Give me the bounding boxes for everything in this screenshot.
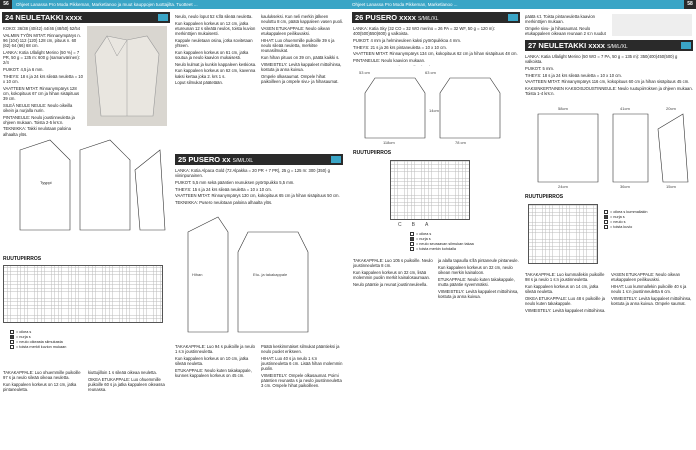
pattern-26-chart-title: RUUTUPIIRROS — [353, 150, 392, 156]
pattern-27-info: LANKA: Katia Ullalight Merino (50 WO = 7 PA, 50 g = 135 m): 350(400)450(500) g valkoista. PUIKOT: 5 mm. TIHEYS: 18 s ja 24 krs sileää neuletta = 10 x 10 cm. VAATTEEN MITAT: Rinnanympärys 116 cm, kokopituus 60 cm ja hihan sisäpituus 45 cm. KAKSINKERTAINEN KAKSOISJOUSTINNEULE: Neulo ruutupiirroksen ja ohjeen mukaan. Toista 1-4 krs:n. — [525, 54, 693, 97]
pattern-27-tag — [681, 42, 691, 49]
cardigan-sketch — [87, 26, 167, 126]
top-bar-left-text: Ohjeet Lanassa Pro Moda Pikkeman, Marketlanoo ja muut kauppojen tuottajilta. Tuotteet ... — [16, 2, 198, 7]
page-number-left: 56 — [0, 0, 12, 9]
pattern-26-schematic: 53 cm 63 cm 118cm 14cm 78 cm — [355, 68, 520, 148]
pattern-24-bottom-col1: TAKAKAPPALE: Luo ohuemmille puikoille 97 s ja neulo sileää oikeaa neuletta. Kun kappaleen korkeus on 12 cm, jatka pintaneuletta. — [3, 370, 81, 393]
pattern-26-photo-strip — [612, 14, 692, 36]
pattern-26-title: 26 PUSERO xxxx — [355, 13, 416, 22]
pattern-26-chart — [390, 160, 470, 220]
pattern-25-bottom-col2: Päätä keskimmäiset silmukat pääntieksi ja neulo puolet erikseen. HIHAT: Luo 40 s ja neulo 1 s:n joustinneuletta 6 cm. Lisää hihan molemmin puolin. VIIMEISTELY: Ompele olkasaumat. Poimi pääntien reunasta s ja neulo joustinneuletta 3 cm. Ompele hihat paikoilleen. — [261, 344, 343, 389]
pattern-27-legend: = oikea s kummallakin = nurja s = neulo s = toista kuvio — [604, 210, 694, 230]
pattern-24-chart — [3, 265, 163, 323]
top-bar-right-text: Ohjeet Lanassa Pro Moda Pikkeman, Marketlanoo ... — [352, 2, 458, 7]
pattern-24-tag — [158, 14, 168, 21]
pattern-25-bottom-col1: TAKAKAPPALE: Luo 94 s puikoille ja neulo 1 s:n joustinneuletta. Kun kappaleen korkeus on 10 cm, jatka sileää neuletta. ETUKAPPALE: Neulo kuten takakappale, kunnes kappaleen korkeus on 45 cm. — [175, 344, 255, 379]
pattern-24-title: 24 NEULETAKKI xxxx — [5, 13, 82, 22]
pattern-26-legend: = oikea s = nurja s = neulo seuraavan silmukan takaa = toista merkin kohdalla — [410, 232, 520, 252]
pattern-26-chart-axis: CBA — [398, 222, 439, 228]
pattern-24-header — [2, 12, 170, 23]
pattern-25-header: 25 PUSERO xx S/M/L/XL — [175, 154, 343, 165]
left-page — [0, 10, 346, 450]
schematic-label: Tyyppi — [40, 180, 52, 185]
pattern-25-info: LANKA: Kotia Alpaca Gold (72 Alpakka = 20 PR + 7 PR), 25 g = 125 m: 300 (350) g viininpunainen. PUIKOT: 5,5 mm sekä pääntien reunuksen pyöröpuikko 5,5 mm. TIHEYS: 15 s ja 24 krs sileää neuletta = 10 x 10 cm. VAATTEEN MITAT: Rinnanympärys 130 cm, kokopituus 65 cm ja hihan sisäpituus 50 cm. TEKNIIKKA: Pusero neulotaan paloina alhaalta ylös. — [175, 168, 340, 206]
pattern-27-bottom-col2: VASEN ETUKAPPALE: Neulo oikean etukappaleen peilikuvaksi. HIHAT: Luo kummallekin puikoille 40 s ja neulo 1 s:n joustinneuletta 6 cm. VIIMEISTELY: Levitä kappaleet mittoihinsa, kostuta ja anna kuivua. Ompele saumat. — [611, 272, 692, 307]
right-page — [350, 10, 696, 450]
pattern-27-bottom-col1: TAKAKAPPALE: Luo kummallekin puikoille 98 s ja neulo 1 s:n joustinneuletta. Kun kappaleen korkeus on 14 cm, jatka sileää neuletta. OIKEA ETUKAPPALE: Luo 48 s puikoille ja neulo kuten takakappale. VIIMEISTELY: Levitä kappaleet mittoihinsa. — [525, 272, 606, 313]
pattern-24-photo — [87, 26, 167, 126]
pattern-25-tag — [331, 156, 341, 163]
pattern-27-chart-title: RUUTUPIIRROS — [525, 194, 564, 200]
pattern-26-info: LANKA: Katia Sky (32 CO = 32 WO merino = 26 PA = 32 WF, 50 g = 120 m): 400(500)550(600) g valkoista. PUIKOT: 4 mm ja helmineuleen kaksi pyöröpuikkoa 4 mm. TIHEYS: 21 s ja 26 krs pintaneuletta = 10 x 10 cm. VAATTEEN MITAT: Rinnanympärys 134 cm, kokopituus 62 cm ja hihan sisäpituus 48 cm. PINTANEULE: Neulo kaavion mukaan. — [353, 26, 518, 64]
pattern-26-bottom-col2: ja alalla tapaulla s:llä pintaneule pintaneule. Kun kappaleen korkeus on 32 cm, neulo oikean merkin kainaloon. ETUKAPPALE: Neulo kuten takakappale, mutta pääntie syvemmäksi. VIIMEISTELY: Levitä kappaleet mittoihinsa, kostuta ja anna kuivua. — [438, 258, 519, 299]
pattern-27-title: 27 NEULETAKKI xxxx — [528, 41, 605, 50]
pattern-24-schematic — [10, 130, 170, 240]
pattern-26-header: 26 PUSERO xxxx S/M/L/XL — [352, 12, 520, 23]
page-number-right: 58 — [684, 0, 696, 9]
pattern-24-col3: kaulukseksi. Kun neli merkin jälkeen neulottu 8 cm, päätä kappaleen vasen puoli. VASEN ETUKAPPALE: Neulo oikean etukappaleen peilikuvaksi. HIHAT: Luo ohuemmille puikoille 39 s ja neulo sileää neuletta, merkitse reunasilmukat. Kun hihan pituus on 39 cm, päätä kaikki s. VIIMEISTELY: Levitä kappaleet mittoihinsa, kostuta ja anna kuivua. Ompele olkasaumat. Ompele hihat paikoilleen ja ompele sivu- ja hihasaumat. — [261, 14, 343, 84]
pattern-24-bottom-col2: kiuttujilloin 1 s sileää oikeaa neuletta. OIKEA ETUKAPPALE: Luo ohuemmille puikoille 60 s ja jatka kappaleen oikeassa reunassa. — [88, 370, 165, 393]
top-bar — [0, 0, 696, 9]
pattern-25-title: 25 PUSERO xx — [178, 155, 231, 164]
pattern-27-chart — [528, 204, 598, 264]
pattern-26-bottom-col1: TAKAKAPPALE: Luo 105 s puikoille. Neulo joustinneuletta 8 cm. Kun kappaleen korkeus on 32 cm, lisää molemmin puolin merkit kainalosaumaan. Neulo pääntie ja reunat joustinneuleella. — [353, 258, 433, 287]
pattern-24-col1: KOKO: 36/38 (40/42) 44/46 (48/50) 52/54 VALMIIN TYÖN MITAT: Rinnanympärys n. 96 (104) 112 (120) 128 cm, pituus n. 60 (62) 64 (66) 68 cm. LANKA: Kotia Ullalight Merino (50 %) = 7 PR, 50 g = 135 m: 600 g (samanvärinen): 2/4 PUIKOT: 4,5 ja 6 mm. TIHEYS: 18 s ja 24 krs sileää neuletta = 10 x 10 cm. VAATTEEN MITAT: Rinnanympärys 128 cm, kokopituus 67 cm ja hihan sisäpituus 39 cm. SILEÄ NEULE NEULE: Neulo oikeilla oikein ja nurjalla nurin. PINTANEULE: Neulo joustinneuletta ja ohjeen mukaan. Toista 2-5 krs:n. TEKNIIKKA: Takki neulotaan paloina alhaalta ylös. — [3, 26, 83, 137]
pattern-26-col2: päätä s:t. Toista pintaneuletta kaavion merkintöjen mukaan. Ompele sivu- ja hihasaumat. Neulo etukappaleen oikeaan reunaan 2 s:n ruudut — [525, 14, 606, 36]
pattern-24-chart-title: RUUTUPIIRROS — [3, 256, 42, 262]
pattern-25-schematic: Hihan Etu- ja takakappale — [178, 212, 338, 342]
pattern-24-legend: = oikea s = nurja s = neulo oikeasta silmukasta = toista merkit kuvion mukaan — [10, 330, 170, 350]
pattern-27-header: 27 NEULETAKKI xxxx S/M/L/XL — [525, 40, 693, 51]
pattern-27-schematic: 58cm 41cm 20cm 24cm 36cm 15cm — [528, 104, 693, 190]
pattern-26-tag — [508, 14, 518, 21]
pattern-24-col2: Neulo, neulo loput 52 s:llä sileää neuletta. Kun kappaleen korkeus on 12 cm, jatka etureunan 12 s sileätä neulos, toista kuvion merkintöjen mukaisesti. Kappale neuletaan osina, jotka sovitetaan yhteen. Kun kappaleen korkeus on 61 cm, jatka soutua ja neulo kaavion mukaisesti. Neulo kulmat ja kunkin kappaleen keskiosa. Kun kappaleen korkeus on 62 cm, kavenna kaksi kertaa joka 2. krs 1 s. Loput silmukat päätetään. — [175, 14, 257, 86]
